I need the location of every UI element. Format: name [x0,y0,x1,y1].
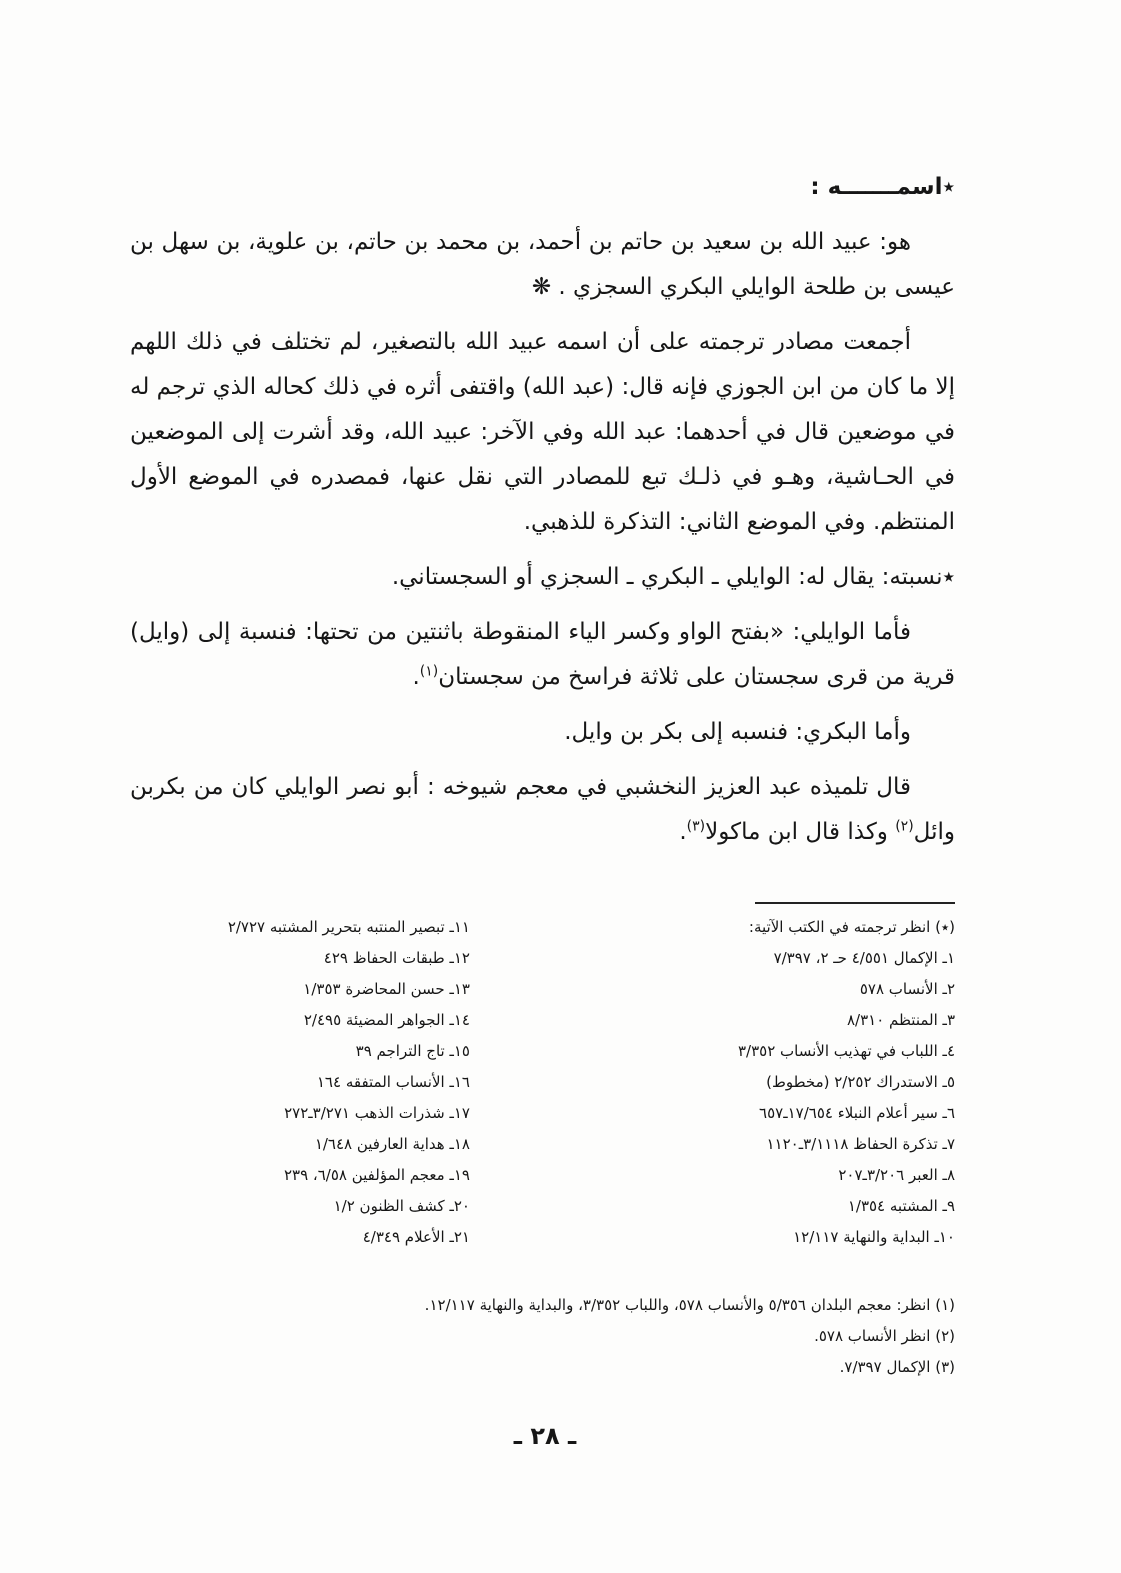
paragraph-wayili-text: فأما الوايلي: «بفتح الواو وكسر الياء المنقوطة باثنتين من تحتها: فنسبة إلى (وايل) قرية من قرى سجستان على ثلاثة فراسخ من سجستان [130,619,955,690]
source-item: ١١ـ تبصير المنتبه بتحرير المشتبه ٢/٧٢٧ [227,918,470,936]
main-text [130,165,955,855]
paragraph-lineage: هو: عبيد الله بن سعيد بن حاتم بن أحمد، بن محمد بن حاتم، بن علوية، بن سهل بن عيسى بن طلحة الوايلي البكري السجزي . ❋ [130,229,955,300]
paragraph-wayili-end: . [412,664,420,690]
source-item: ١٣ـ حسن المحاضرة ١/٣٥٣ [303,980,470,998]
source-item: ١٤ـ الجواهر المضيئة ٢/٤٩٥ [303,1011,470,1029]
footnote-2: (٢) انظر الأنساب ٥٧٨. [814,1327,955,1345]
sources-list-left-column [180,912,470,1253]
source-item: ٩ـ المشتبه ١/٣٥٤ [847,1197,955,1215]
footnote-ref-3: (٣) [686,818,706,835]
section-heading-name: ٭اسمـــــــه : [810,174,955,200]
source-item: ١ـ الإكمال ٤/٥٥١ حـ ٢، ٧/٣٩٧ [773,949,955,967]
source-item: ١٩ـ معجم المؤلفين ٦/٥٨، ٢٣٩ [283,1166,470,1184]
footnotes [155,1290,955,1383]
source-item: ١٠ـ البداية والنهاية ١٢/١١٧ [793,1228,955,1246]
paragraph-student-quote-end: . [679,819,687,845]
source-item: ٤ـ اللباب في تهذيب الأنساب ٣/٣٥٢ [737,1042,955,1060]
footnote-ref-2: (٢) [895,818,914,835]
paragraph-student-quote [130,765,955,855]
paragraph-bakri: وأما البكري: فنسبه إلى بكر بن وايل. [564,719,911,745]
page-number: ـ ٢٨ ـ [513,1422,577,1450]
paragraph-nisbah-heading: ٭نسبته: يقال له: الوايلي ـ البكري ـ السجزي أو السجستاني. [391,564,955,590]
sources-intro: (٭) انظر ترجمته في الكتب الآتية: [748,918,955,936]
source-item: ٢ـ الأنساب ٥٧٨ [859,980,955,998]
source-item: ١٦ـ الأنساب المتفقه ١٦٤ [316,1073,470,1091]
source-item: ١٧ـ شذرات الذهب ٣/٢٧١ـ٢٧٢ [284,1104,470,1122]
paragraph-wayili [130,610,955,700]
source-item: ١٨ـ هداية العارفين ١/٦٤٨ [314,1135,470,1153]
source-item: ٢١ـ الأعلام ٤/٣٤٩ [362,1228,470,1246]
source-item: ٧ـ تذكرة الحفاظ ٣/١١١٨ـ١١٢٠ [766,1135,955,1153]
source-item: ٦ـ سير أعلام النبلاء ١٧/٦٥٤ـ٦٥٧ [759,1104,955,1122]
paragraph-student-quote-text: قال تلميذه عبد العزيز النخشبي في معجم شيوخه : أبو نصر الوايلي كان من بكربن وائل [130,774,955,845]
source-item: ٨ـ العبر ٣/٢٠٦ـ٢٠٧ [838,1166,955,1184]
source-item: ١٥ـ تاج التراجم ٣٩ [355,1042,470,1060]
source-item: ٥ـ الاستدراك ٢/٢٥٢ (مخطوط) [766,1073,955,1091]
source-item: ٣ـ المنتظم ٨/٣١٠ [846,1011,955,1029]
footnote-ref-1: (١) [419,663,439,680]
source-item: ٢٠ـ كشف الظنون ١/٢ [333,1197,470,1215]
sources-list-right-column [655,912,955,1253]
source-item: ١٢ـ طبقات الحفاظ ٤٢٩ [323,949,470,967]
footnote-separator [755,902,955,904]
footnote-1: (١) انظر: معجم البلدان ٥/٣٥٦ والأنساب ٥٧٨، واللباب ٣/٣٥٢، والبداية والنهاية ١٢/١١٧. [424,1296,955,1314]
paragraph-student-quote-mid: وكذا قال ابن ماكولا [705,819,896,845]
footnote-3: (٣) الإكمال ٧/٣٩٧. [839,1358,955,1376]
paragraph-sources-agreement: أجمعت مصادر ترجمته على أن اسمه عبيد الله بالتصغير، لم تختلف في ذلك اللهم إلا ما كان من ابن الجوزي فإنه قال: (عبد الله) واقتفى أثره في ذلك كحاله الذي ترجم له في موضعين قال في أحدهما: عبد الله وفي الآخر: عبيد الله، وقد أشرت إلى الموضعين في الحـاشية، وهـو في ذلـك تبع للمصادر التي نقل عنها، فمصدره في الموضع الأول المنتظم. وفي الموضع الثاني: التذكرة للذهبي. [130,329,955,535]
